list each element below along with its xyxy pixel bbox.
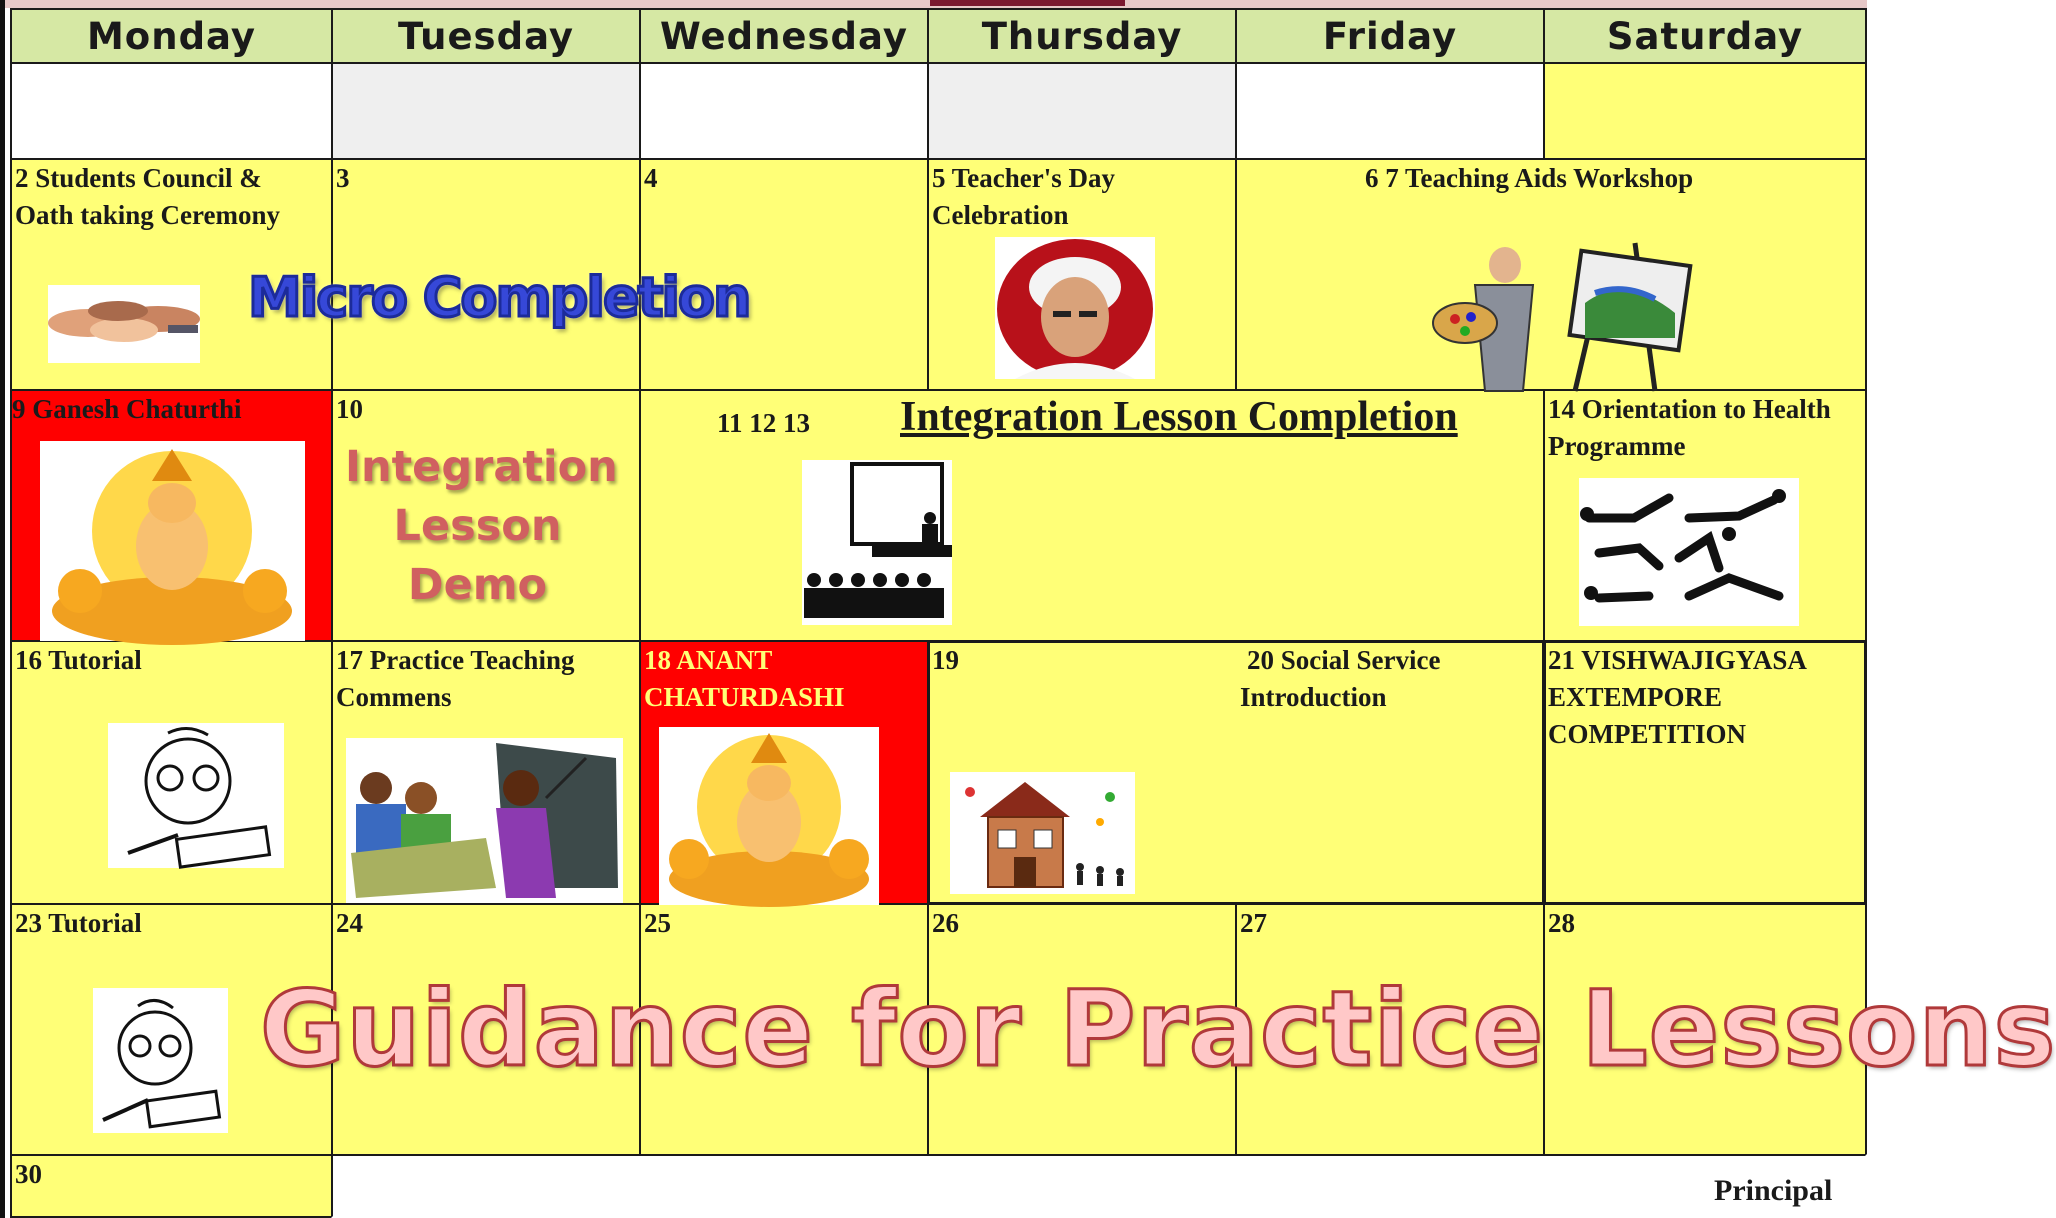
cell-4-label: 4 <box>644 163 658 193</box>
cell-14-line2: Programme <box>1548 431 1686 461</box>
header-monday: Monday <box>10 8 333 64</box>
cell-5-line2: Celebration <box>932 200 1069 230</box>
cell-28-label: 28 <box>1548 908 1575 938</box>
left-border <box>0 0 5 1218</box>
header-friday: Friday <box>1235 8 1545 64</box>
cell-17-line1: 17 Practice Teaching <box>336 645 575 675</box>
cell-empty-thu <box>927 62 1237 160</box>
integration-lesson-demo-banner <box>345 438 618 615</box>
cell-18-line2: CHATURDASHI <box>644 682 845 712</box>
cell-24-label: 24 <box>336 908 363 938</box>
top-tab-marker <box>930 0 1125 6</box>
cell-5-line1: 5 Teacher's Day <box>932 163 1116 193</box>
principal-signature: Principal <box>1714 1174 1833 1207</box>
cell-25-label: 25 <box>644 908 671 938</box>
cell-empty-wed <box>639 62 929 160</box>
integration-lesson-completion-heading: Integration Lesson Completion <box>900 394 1458 440</box>
cell-21-line1: 21 VISHWAJIGYASA <box>1548 645 1807 675</box>
guidance-banner: Guidance for Practice Lessons <box>260 968 2056 1090</box>
cell-17-line2: Commens <box>336 682 452 712</box>
cell-26-label: 26 <box>932 908 959 938</box>
cell-9-label: 9 Ganesh Chaturthi <box>12 394 242 424</box>
integration-demo-line3: Demo <box>407 560 548 610</box>
exercise-icon <box>1579 478 1799 626</box>
cell-16-label: 16 Tutorial <box>15 645 142 675</box>
student-test-icon <box>93 988 228 1133</box>
cell-21-line2: EXTEMPORE <box>1548 682 1723 712</box>
student-test-icon <box>108 723 284 868</box>
cell-20-line2: Introduction <box>1240 682 1387 712</box>
cell-empty-mon <box>10 62 333 160</box>
cell-30-label: 30 <box>15 1159 42 1189</box>
cell-6-7-label: 6 7 Teaching Aids Workshop <box>1365 163 1694 193</box>
cell-11-13-numbers: 11 12 13 <box>717 408 811 438</box>
cell-30 <box>10 1154 333 1218</box>
cell-empty-fri <box>1235 62 1545 160</box>
teacher-portrait-icon <box>995 237 1155 379</box>
hands-icon <box>48 285 200 363</box>
classroom-icon <box>802 460 952 625</box>
header-saturday: Saturday <box>1543 8 1867 64</box>
header-wednesday: Wednesday <box>639 8 929 64</box>
integration-demo-line2: Lesson <box>393 501 562 551</box>
cell-19-label: 19 <box>932 645 959 675</box>
header-tuesday: Tuesday <box>331 8 641 64</box>
integration-demo-line1: Integration <box>345 442 618 492</box>
cell-18-line1: 18 ANANT <box>644 645 773 675</box>
painter-easel-icon <box>1425 233 1710 391</box>
header-thursday: Thursday <box>927 8 1237 64</box>
cell-27-label: 27 <box>1240 908 1267 938</box>
cell-10-label: 10 <box>336 394 363 424</box>
footer-area <box>331 1154 1867 1218</box>
ganesha-icon <box>659 727 879 905</box>
cell-14-line1: 14 Orientation to Health <box>1548 394 1831 424</box>
cell-2-line1: 2 Students Council & <box>15 163 262 193</box>
teaching-scene-icon <box>346 738 623 903</box>
schoolhouse-icon <box>950 772 1135 894</box>
cell-1-sat <box>1543 62 1867 160</box>
cell-20-line1: 20 Social Service <box>1247 645 1441 675</box>
cell-empty-tue <box>331 62 641 160</box>
ganesha-icon <box>40 441 305 641</box>
cell-2-line2: Oath taking Ceremony <box>15 200 281 230</box>
cell-23-label: 23 Tutorial <box>15 908 142 938</box>
cell-21-line3: COMPETITION <box>1548 719 1747 749</box>
micro-completion-banner: Micro Completion <box>248 266 750 329</box>
cell-3-label: 3 <box>336 163 350 193</box>
